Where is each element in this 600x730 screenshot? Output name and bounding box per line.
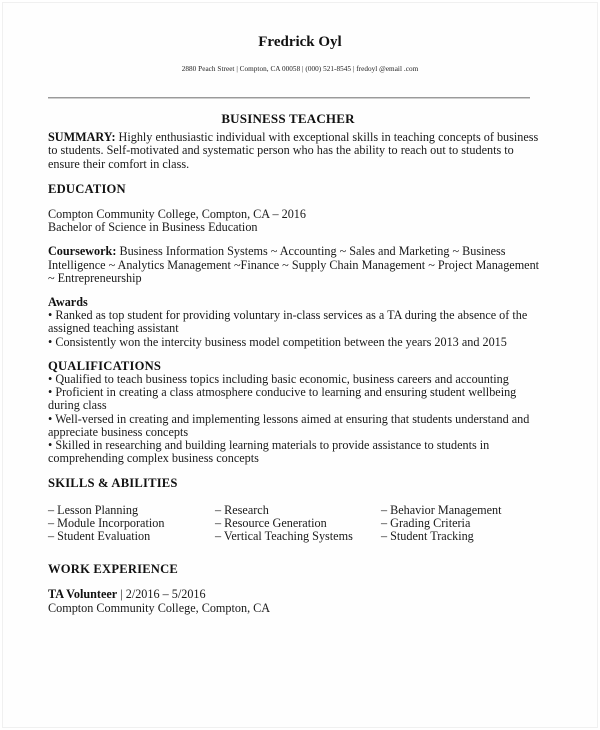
candidate-name: Fredrick Oyl	[258, 34, 342, 50]
skill-item: – Research	[215, 502, 269, 517]
awards-heading: Awards	[48, 295, 88, 310]
qualification-item: • Well-versed in creating and implementing lessons aimed at ensuring that students understand and appreciate business concepts	[48, 411, 530, 439]
skill-item: – Lesson Planning	[48, 502, 139, 517]
skill-item: – Resource Generation	[215, 515, 327, 530]
qualification-item: • Skilled in researching and building learning materials to provide assistance to students in comprehending complex business concepts	[48, 438, 490, 466]
award-item: • Consistently won the intercity business model competition between the years 2013 and 2015	[48, 334, 507, 349]
work-employer: Compton Community College, Compton, CA	[48, 600, 271, 615]
education-heading: EDUCATION	[48, 181, 126, 196]
work-dates: | 2/2016 – 5/2016	[117, 587, 206, 602]
summary-label: SUMMARY:	[48, 130, 116, 145]
qualifications-section	[48, 360, 548, 466]
skill-item: – Vertical Teaching Systems	[215, 529, 353, 544]
skills-grid	[48, 504, 548, 544]
skill-item: – Student Evaluation	[48, 529, 151, 544]
education-details	[48, 208, 548, 234]
skills-heading: SKILLS & ABILITIES	[48, 476, 178, 491]
work-experience-heading: WORK EXPERIENCE	[48, 562, 179, 577]
skill-item: – Student Tracking	[381, 529, 474, 544]
coursework-label: Coursework:	[48, 244, 117, 259]
coursework	[48, 245, 548, 285]
resume-body	[48, 112, 548, 615]
contact-info: 2880 Peach Street | Compton, CA 00058 | (000) 521-8545 | fredoyl @email .com	[181, 65, 419, 73]
header-divider	[48, 97, 530, 99]
awards-section	[48, 296, 548, 349]
skill-item: – Grading Criteria	[381, 515, 471, 530]
resume-page	[2, 2, 598, 728]
qualifications-heading: QUALIFICATIONS	[48, 358, 162, 373]
work-role-line	[48, 588, 548, 601]
education-school: Compton Community College, Compton, CA – 2016	[48, 207, 306, 222]
award-item: • Ranked as top student for providing voluntary in-class services as a TA during the absence of the assigned teaching assistant	[48, 308, 528, 336]
summary-text: Highly enthusiastic individual with exceptional skills in teaching concepts of business to students. Self-motivated and systematic person who has the ability to reach out to students to ensure their comfort in class.	[48, 130, 539, 171]
education-degree: Bachelor of Science in Business Education	[48, 220, 258, 235]
qualification-item: • Qualified to teach business topics including basic economic, business careers and accounting	[48, 372, 509, 387]
qualification-item: • Proficient in creating a class atmosphere conducive to learning and ensuring student wellbeing during class	[48, 385, 517, 413]
summary-section	[48, 131, 548, 171]
job-title: BUSINESS TEACHER	[221, 111, 355, 126]
skill-item: – Behavior Management	[381, 502, 502, 517]
work-role: TA Volunteer	[48, 587, 118, 602]
skill-item: – Module Incorporation	[48, 515, 165, 530]
coursework-text: Business Information Systems ~ Accounting ~ Sales and Marketing ~ Business Intelligence ~ Analytics Management ~Finance ~ Supply Chain Management ~ Project Management ~ Entrepreneurship	[48, 244, 540, 285]
